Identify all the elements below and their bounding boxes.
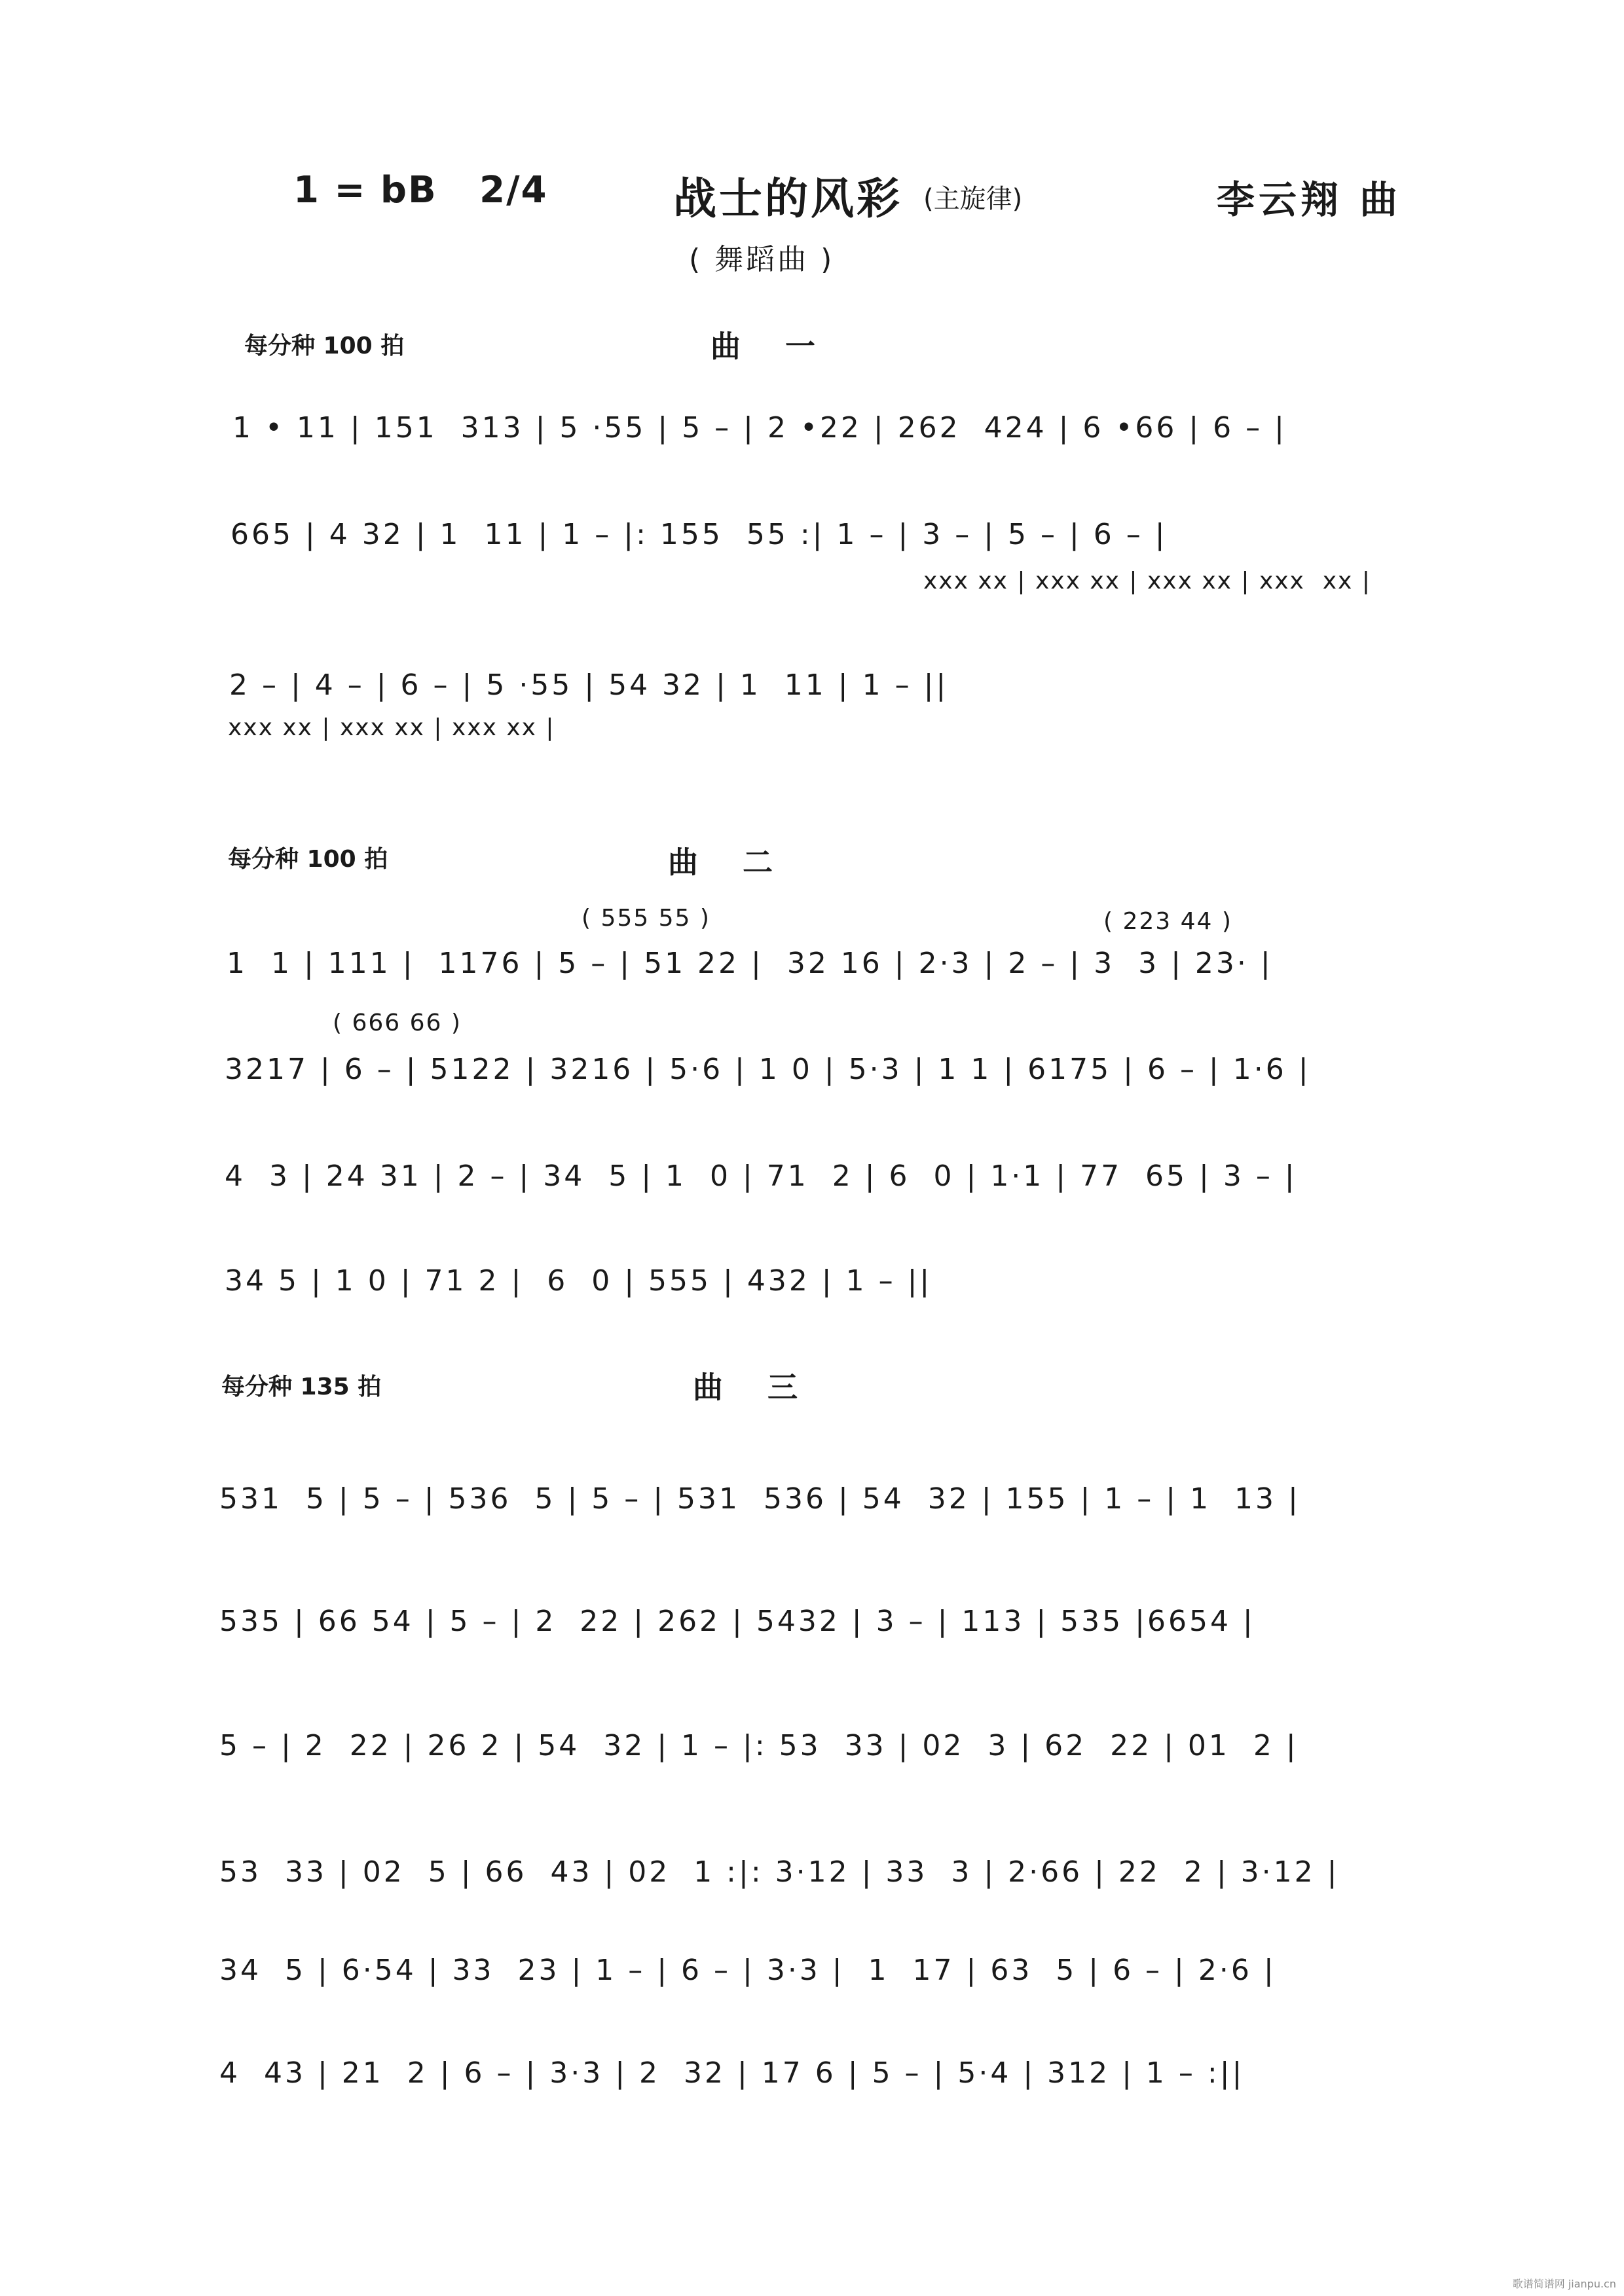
score-line: 34 5 | 1 0 | 71 2 | 6 0 | 555 | 432 | 1 – || (225, 1264, 932, 1298)
score-line: 1 • 11 | 151 313 | 5 ·55 | 5 – | 2 •22 | 262 424 | 6 •66 | 6 – | (232, 411, 1287, 445)
score-line: 2 – | 4 – | 6 – | 5 ·55 | 54 32 | 1 11 | 1 – || (229, 668, 949, 702)
song-title: 战士的风彩 (673, 173, 902, 224)
section-title: 曲 一 (710, 329, 833, 364)
section-title: 曲 三 (693, 1370, 815, 1405)
score-line: 531 5 | 5 – | 536 5 | 5 – | 531 536 | 54 32 | 155 | 1 – | 1 13 | (219, 1482, 1301, 1516)
section-title: 曲 二 (668, 845, 790, 880)
rhythm-line: xxx xx | xxx xx | xxx xx | (228, 714, 555, 741)
tempo-label: 每分种 100 拍 (228, 846, 388, 873)
rhythm-line: xxx xx | xxx xx | xxx xx | xxx xx | (923, 568, 1371, 594)
song-subtitle: (主旋律) (923, 184, 1023, 214)
composer: 李云翔 曲 (1217, 177, 1402, 222)
score-line: 4 3 | 24 31 | 2 – | 34 5 | 1 0 | 71 2 | 6 0 | 1·1 | 77 65 | 3 – | (225, 1159, 1297, 1193)
alt-phrase: ( 223 44 ) (1103, 908, 1232, 935)
key-signature: 1 = bB 2/4 (293, 169, 548, 211)
score-line: 1 1 | 111 | 1176 | 5 – | 51 22 | 32 16 | 2·3 | 2 – | 3 3 | 23· | (227, 947, 1273, 980)
score-line: 4 43 | 21 2 | 6 – | 3·3 | 2 32 | 17 6 | 5 – | 5·4 | 312 | 1 – :|| (219, 2056, 1245, 2090)
alt-phrase: ( 555 55 ) (581, 905, 710, 932)
score-line: 3217 | 6 – | 5122 | 3216 | 5·6 | 1 0 | 5·3 | 1 1 | 6175 | 6 – | 1·6 | (225, 1053, 1311, 1086)
score-line: 665 | 4 32 | 1 11 | 1 – |: 155 55 :| 1 – | 3 – | 5 – | 6 – | (231, 518, 1168, 551)
score-line: 53 33 | 02 5 | 66 43 | 02 1 :|: 3·12 | 33 3 | 2·66 | 22 2 | 3·12 | (219, 1855, 1340, 1889)
score-line: 5 – | 2 22 | 26 2 | 54 32 | 1 – |: 53 33 | 02 3 | 62 22 | 01 2 | (219, 1729, 1299, 1762)
genre-label: ( 舞蹈曲 ) (689, 243, 835, 276)
watermark: 歌谱简谱网 jianpu.cn (1512, 2278, 1616, 2290)
tempo-label: 每分种 100 拍 (244, 333, 405, 359)
score-line: 34 5 | 6·54 | 33 23 | 1 – | 6 – | 3·3 | 1 17 | 63 5 | 6 – | 2·6 | (219, 1954, 1276, 1987)
tempo-label: 每分种 135 拍 (221, 1374, 382, 1400)
score-line: 535 | 66 54 | 5 – | 2 22 | 262 | 5432 | 3 – | 113 | 535 |6654 | (219, 1605, 1255, 1638)
alt-phrase: ( 666 66 ) (333, 1010, 462, 1036)
